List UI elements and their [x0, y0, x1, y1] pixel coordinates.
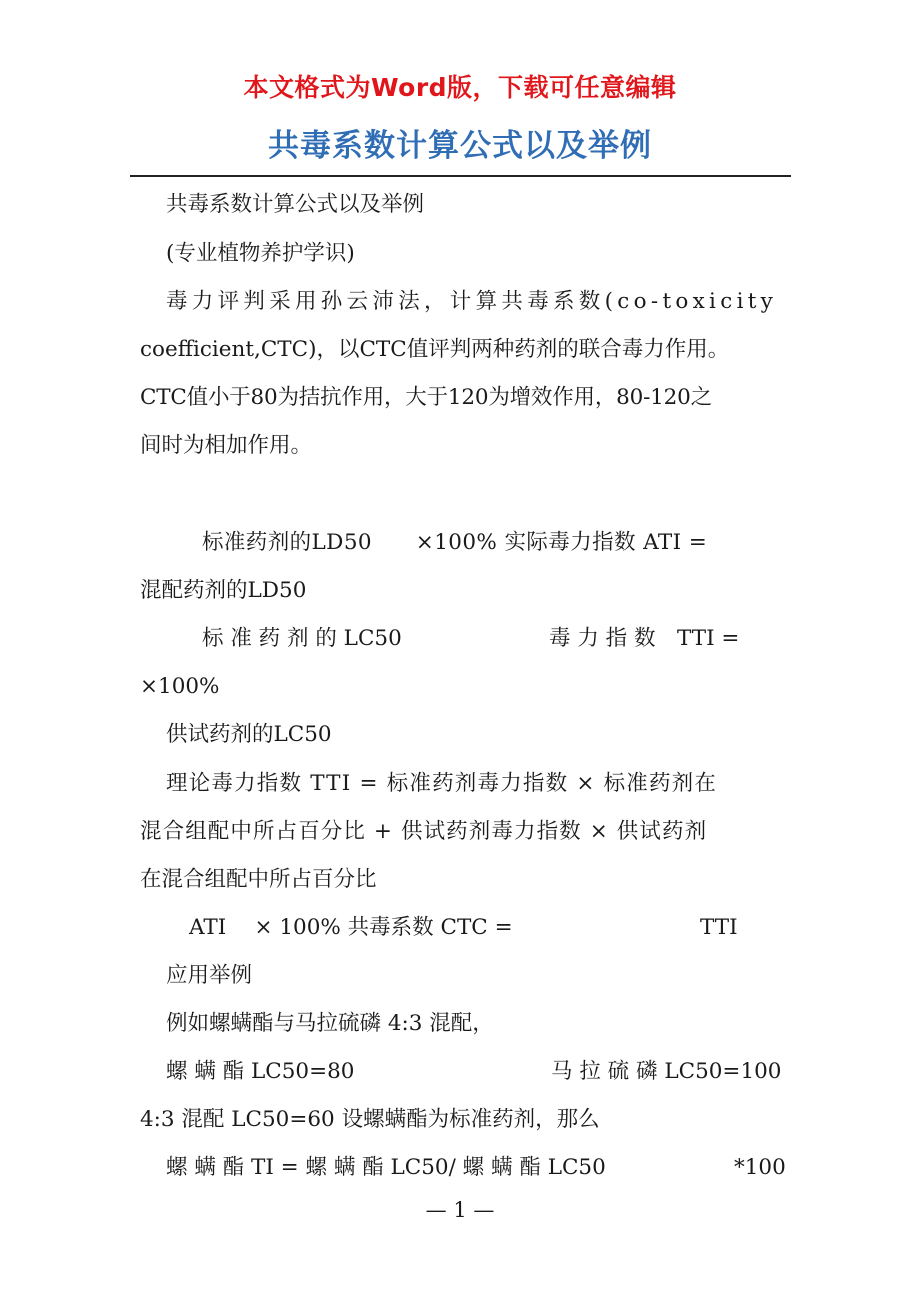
paragraph-line: coefficient,CTC)，以CTC值评判两种药剂的联合毒力作用。 — [140, 337, 730, 362]
title-divider — [130, 175, 791, 177]
example-value-a: 螺 螨 酯 LC50=80 — [166, 1059, 355, 1084]
formula-ati-numerator: 标准药剂的LD50 ×100% 实际毒力指数 ATI = — [202, 530, 708, 555]
formula-ctc-denominator: TTI — [700, 915, 738, 940]
document-title: 共毒系数计算公式以及举例 — [268, 128, 652, 164]
example-value-b: 马 拉 硫 磷 LC50=100 — [551, 1059, 782, 1084]
download-banner: 本文格式为Word版，下载可任意编辑 — [243, 73, 677, 102]
formula-tti-multiplier: ×100% — [140, 674, 220, 699]
paragraph-line: CTC值小于80为拮抗作用，大于120为增效作用，80-120之 — [140, 385, 712, 410]
example-mix: 4:3 混配 LC50=60 设螺螨酯为标准药剂，那么 — [140, 1107, 600, 1132]
paragraph-line — [140, 288, 782, 316]
formula-theoretical-end: 在混合组配中所占百分比 — [140, 867, 377, 892]
section-heading: 应用举例 — [166, 963, 253, 988]
example-intro: 例如螺螨酯与马拉硫磷 4:3 混配， — [166, 1011, 494, 1036]
paragraph-line: 间时为相加作用。 — [140, 433, 313, 458]
formula-ctc: ATI × 100% 共毒系数 CTC = — [189, 915, 513, 940]
formula-tti-numerator: 标 准 药 剂 的 LC50 — [202, 626, 402, 651]
formula-theoretical-cont: 混合组配中所占百分比 + 供试药剂毒力指数 × 供试药剂 — [140, 819, 708, 844]
example-ti-formula: 螺 螨 酯 TI = 螺 螨 酯 LC50/ 螺 螨 酯 LC50 — [166, 1155, 606, 1180]
formula-theoretical: 理论毒力指数 TTI = 标准药剂毒力指数 × 标准药剂在 — [166, 771, 718, 796]
paragraph-heading: 共毒系数计算公式以及举例 — [166, 192, 425, 217]
formula-tti-label: 毒 力 指 数 TTI = — [549, 626, 740, 651]
example-ti-multiplier: *100 — [734, 1155, 786, 1180]
paragraph-text: 毒力评判采用孙云沛法，计算共毒系数(co-toxicity — [166, 289, 778, 314]
formula-ati-denominator: 混配药剂的LD50 — [140, 578, 307, 603]
paragraph-subheading: (专业植物养护学识) — [166, 241, 355, 266]
formula-tti-denominator: 供试药剂的LC50 — [166, 722, 332, 747]
page-number: — 1 — — [425, 1198, 495, 1222]
